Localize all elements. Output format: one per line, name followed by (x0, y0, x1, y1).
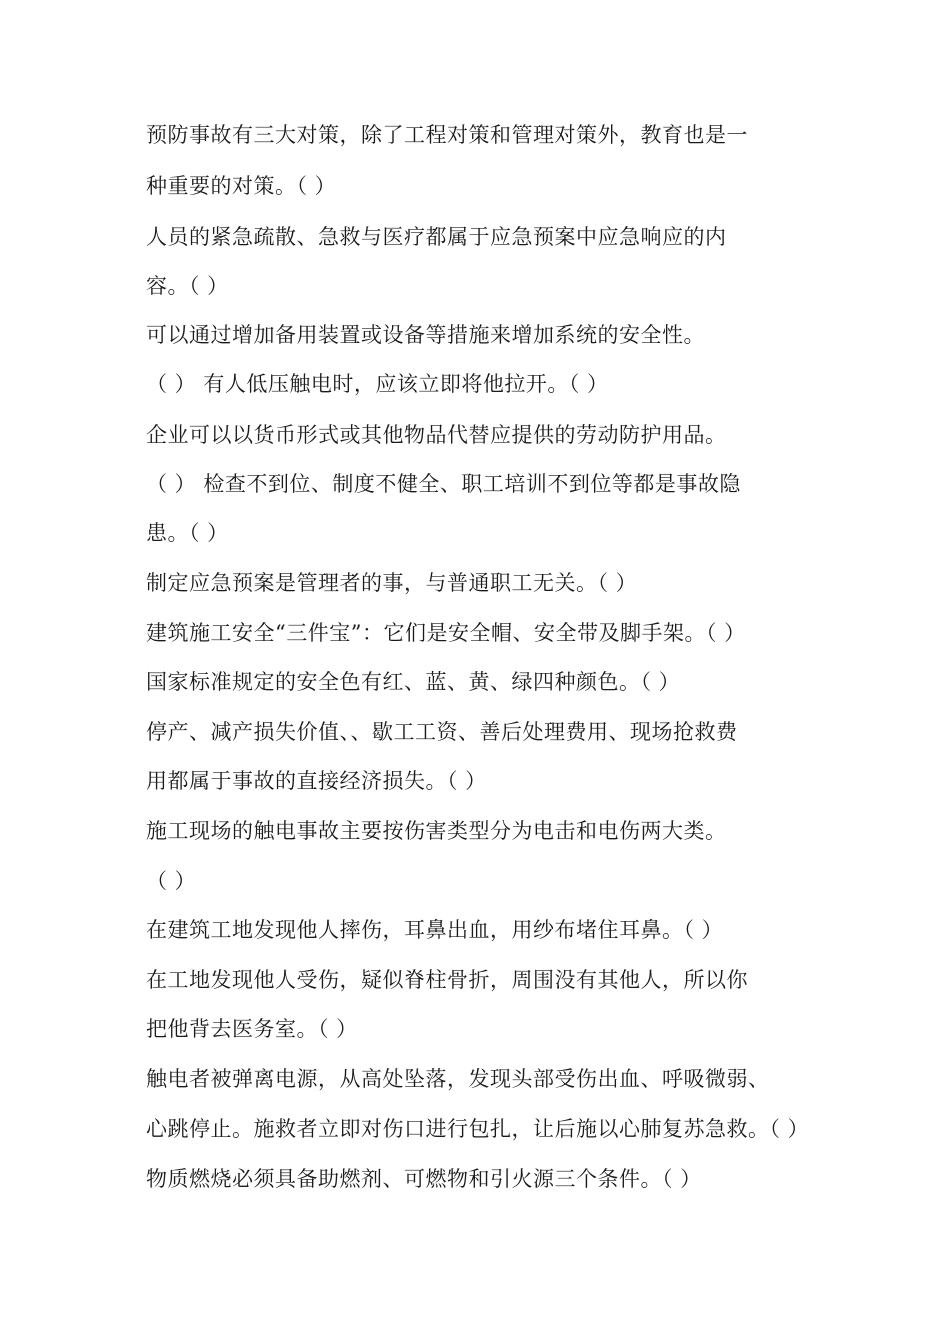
text-line: 制定应急预案是管理者的事，与普通职工无关。（ ） (146, 571, 638, 595)
text-line: 停产、减产损失价值、、歇工工资、善后处理费用、现场抢救费 (146, 720, 738, 744)
text-line: （ ） 有人低压触电时，应该立即将他拉开。（ ） (146, 372, 609, 396)
text-line: 可以通过增加备用装置或设备等措施来增加系统的安全性。 (146, 323, 705, 347)
text-line: 预防事故有三大对策，除了工程对策和管理对策外，教育也是一 (146, 123, 748, 147)
text-line: 在建筑工地发现他人摔伤，耳鼻出血，用纱布堵住耳鼻。（ ） (146, 918, 724, 942)
text-line: 用都属于事故的直接经济损失。（ ） (146, 769, 487, 793)
text-line: 容。（ ） (146, 274, 229, 298)
text-line: 人员的紧急疏散、急救与医疗都属于应急预案中应急响应的内 (146, 225, 727, 249)
text-line: 种重要的对策。（ ） (146, 174, 337, 198)
text-line: 企业可以以货币形式或其他物品代替应提供的劳动防护用品。 (146, 423, 727, 447)
text-line: （ ） 检查不到位、制度不健全、职工培训不到位等都是事故隐 (146, 472, 741, 496)
text-line: 物质燃烧必须具备助燃剂、可燃物和引火源三个条件。（ ） (146, 1167, 702, 1191)
text-line: 建筑施工安全“三件宝”：它们是安全帽、安全带及脚手架。（ ） (146, 621, 746, 645)
text-line: 心跳停止。施救者立即对伤口进行包扎，让后施以心肺复苏急救。（ ） (146, 1117, 810, 1141)
text-line: 施工现场的触电事故主要按伤害类型分为电击和电伤两大类。 (146, 819, 727, 843)
text-line: （ ） (146, 869, 197, 893)
text-line: 把他背去医务室。（ ） (146, 1017, 358, 1041)
text-line: 在工地发现他人受伤，疑似脊柱骨折，周围没有其他人，所以你 (146, 968, 748, 992)
text-line: 国家标准规定的安全色有红、蓝、黄、绿四种颜色。（ ） (146, 670, 681, 694)
text-line: 触电者被弹离电源，从高处坠落，发现头部受伤出血、呼吸微弱、 (146, 1067, 770, 1091)
text-line: 患。（ ） (146, 521, 229, 545)
